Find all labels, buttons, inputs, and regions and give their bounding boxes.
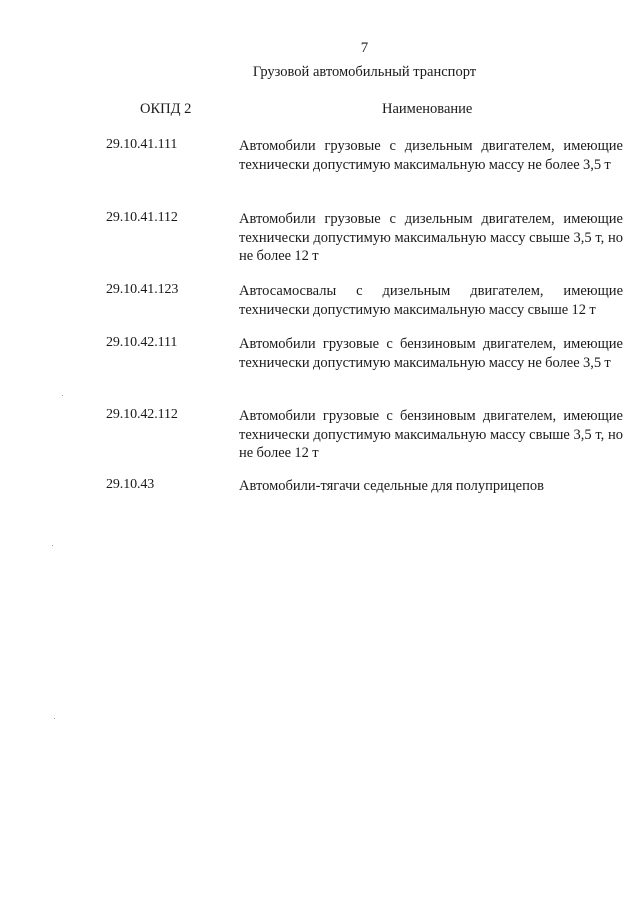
row-code: 29.10.41.111: [106, 137, 178, 152]
row-code: 29.10.43: [106, 477, 155, 492]
row-name: Автомобили грузовые с бензиновым двигателем, имеющие технически допустимую максимальную массу свыше 3,5 т, но не более 12 т: [239, 408, 623, 461]
row-code: 29.10.42.111: [106, 335, 178, 350]
row-name: Автосамосвалы с дизельным двигателем, имеющие технически допустимую максимальную массу свыше 12 т: [239, 283, 623, 318]
column-header-code: ОКПД 2: [140, 101, 192, 117]
scan-speck: [54, 718, 55, 719]
page-number: 7: [360, 40, 369, 56]
row-code: 29.10.41.112: [106, 210, 178, 225]
row-code: 29.10.42.112: [106, 407, 178, 422]
row-name: Автомобили-тягачи седельные для полуприцепов: [239, 478, 544, 494]
column-header-name: Наименование: [382, 101, 473, 117]
scan-speck: [62, 395, 63, 396]
page-title: Грузовой автомобильный транспорт: [252, 64, 477, 80]
row-name: Автомобили грузовые с дизельным двигателем, имеющие технически допустимую максимальную массу свыше 3,5 т, но не более 12 т: [239, 211, 623, 264]
scan-speck: [52, 545, 53, 546]
row-name: Автомобили грузовые с бензиновым двигателем, имеющие технически допустимую максимальную массу не более 3,5 т: [239, 336, 623, 371]
row-name: Автомобили грузовые с дизельным двигателем, имеющие технически допустимую максимальную массу не более 3,5 т: [239, 138, 623, 173]
row-code: 29.10.41.123: [106, 282, 179, 297]
